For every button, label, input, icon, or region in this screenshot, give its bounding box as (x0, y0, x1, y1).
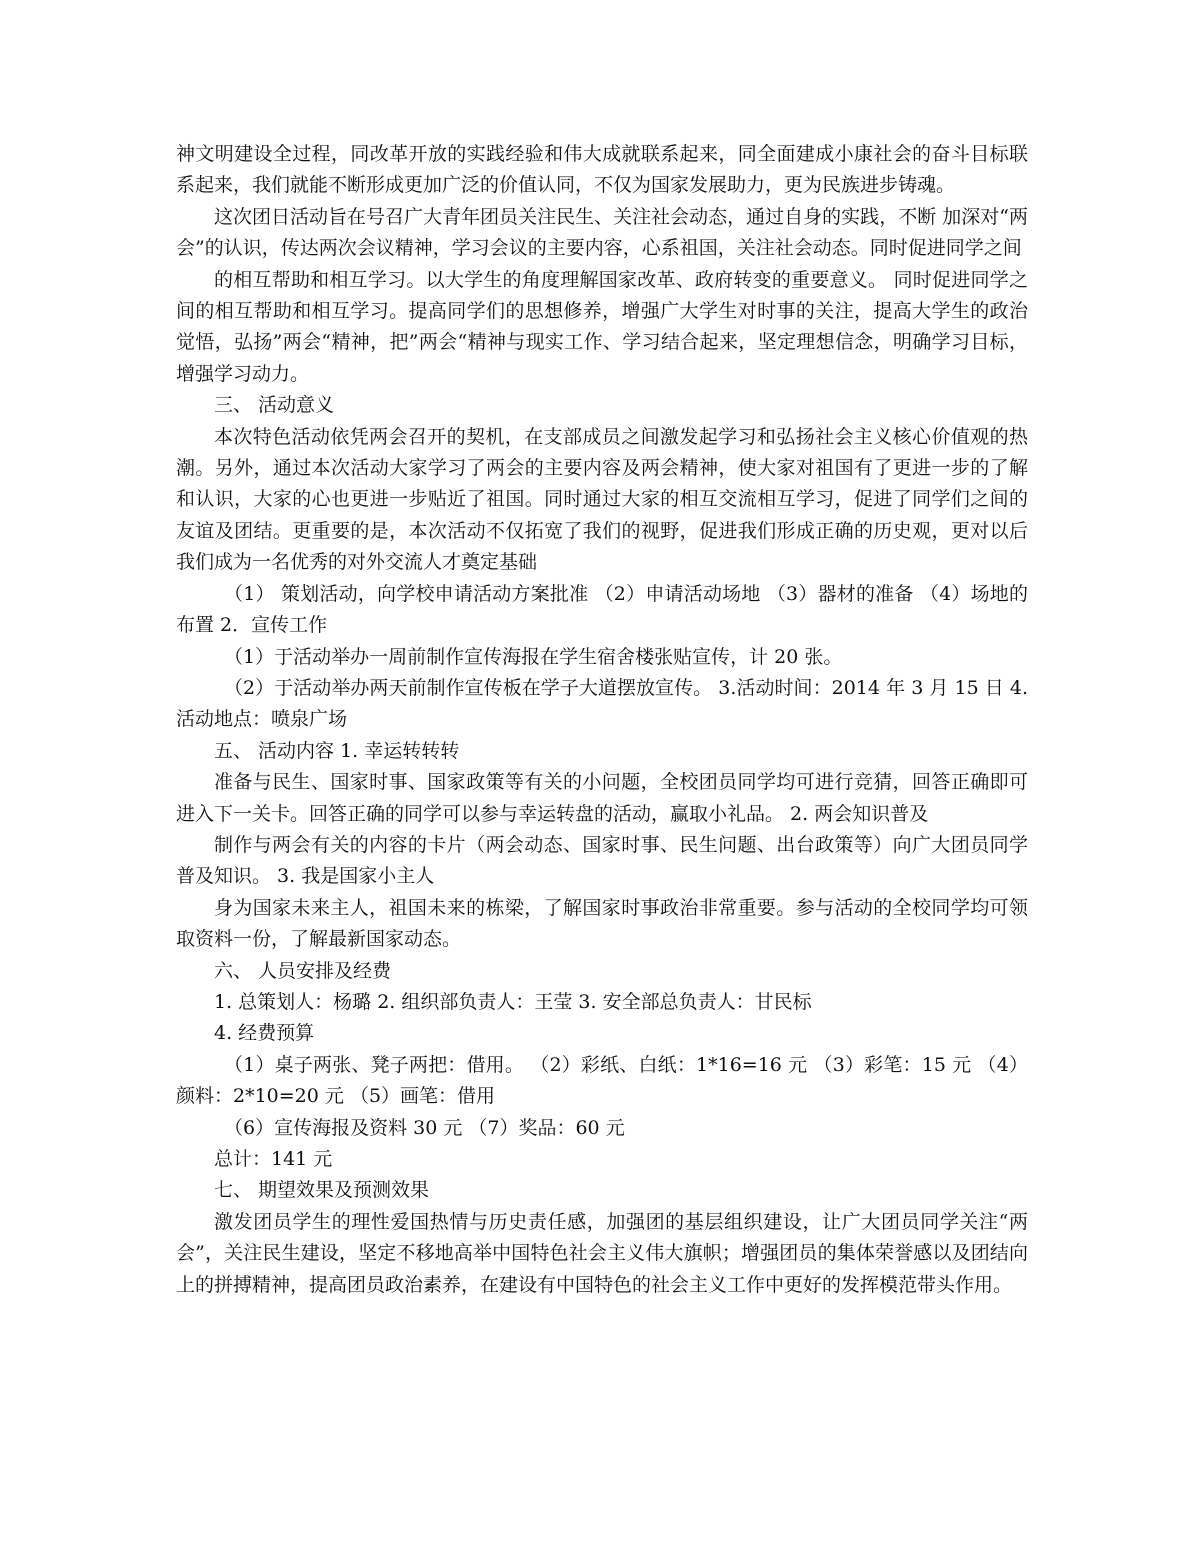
paragraph-knowledge-cards: 制作与两会有关的内容的卡片（两会动态、国家时事、民生问题、出台政策等）向广大团员同学普及知识。 3. 我是国家小主人 (176, 833, 1028, 888)
heading-activity-content: 五、 活动内容 1. 幸运转转转 (214, 739, 460, 762)
paragraph-preparation: （1） 策划活动，向学校申请活动方案批准 （2）申请活动场地 （3）器材的准备 （4）场地的布置 2．宣传工作 (176, 582, 1028, 637)
paragraph-board-time-place: （2）于活动举办两天前制作宣传板在学子大道摆放宣传。 3.活动时间：2014 年 3 月 15 日 4.活动地点：喷泉广场 (176, 676, 1028, 731)
heading-activity-significance: 三、 活动意义 (214, 394, 335, 417)
heading-budget: 4. 经费预算 (214, 1022, 315, 1045)
paragraph-budget-items-2: （6）宣传海报及资料 30 元 （7）奖品：60 元 (224, 1116, 625, 1139)
heading-expected-effect: 七、 期望效果及预测效果 (214, 1179, 430, 1202)
paragraph-expected-effect: 激发团员学生的理性爱国热情与历史责任感，加强团的基层组织建设，让广大团员同学关注“两会”，关注民生建设，坚定不移地高举中国特色社会主义伟大旗帜；增强团员的集体荣誉感以及团结向上的拼搏精神，提高团员政治素养，在建设有中国特色的社会主义工作中更好的发挥模范带头作用。 (176, 1210, 1028, 1296)
heading-staff-budget: 六、 人员安排及经费 (214, 959, 392, 982)
paragraph-staff: 1. 总策划人：杨璐 2. 组织部负责人：王莹 3. 安全部总负责人：甘民标 (214, 990, 812, 1013)
paragraph-significance: 本次特色活动依凭两会召开的契机，在支部成员之间激发起学习和弘扬社会主义核心价值观的热潮。另外，通过本次活动大家学习了两会的主要内容及两会精神，使大家对祖国有了更进一步的了解和认识，大家的心也更进一步贴近了祖国。同时通过大家的相互交流相互学习，促进了同学们之间的友谊及团结。更重要的是，本次活动不仅拓宽了我们的视野，促进我们形成正确的历史观，更对以后我们成为一名优秀的对外交流人才奠定基础 (176, 425, 1028, 574)
paragraph-budget-items: （1）桌子两张、凳子两把：借用。 （2）彩纸、白纸：1*16=16 元 （3）彩笔：15 元 （4）颜料：2*10=20 元 （5）画笔：借用 (176, 1053, 1028, 1108)
paragraph-budget-total: 总计：141 元 (214, 1148, 333, 1170)
paragraph-continuation: 神文明建设全过程，同改革开放的实践经验和伟大成就联系起来，同全面建成小康社会的奋斗目标联系起来，我们就能不断形成更加广泛的价值认同，不仅为国家发展助力，更为民族进步铸魂。 (176, 143, 1028, 197)
paragraph-lucky-wheel: 准备与民生、国家时事、国家政策等有关的小问题，全校团员同学均可进行竞猜，回答正确即可进入下一关卡。回答正确的同学可以参与幸运转盘的活动，赢取小礼品。 2. 两会知识普及 (176, 771, 1028, 825)
paragraph-activity-purpose: 这次团日活动旨在号召广大青年团员关注民生、关注社会动态，通过自身的实践，不断 加深对“两会”的认识，传达两次会议精神，学习会议的主要内容，心系祖国，关注社会动态。同时促进同学之间 (176, 205, 1028, 260)
paragraph-little-master: 身为国家未来主人，祖国未来的栋梁，了解国家时事政治非常重要。参与活动的全校同学均可领取资料一份，了解最新国家动态。 (176, 896, 1028, 951)
paragraph-poster: （1）于活动举办一周前制作宣传海报在学生宿舍楼张贴宣传，计 20 张。 (224, 645, 843, 668)
document-body (176, 139, 1028, 1301)
paragraph-mutual-learning: 的相互帮助和相互学习。以大学生的角度理解国家改革、政府转变的重要意义。 同时促进同学之间的相互帮助和相互学习。提高同学们的思想修养，增强广大学生对时事的关注，提高大学生的政治觉悟，弘扬”两会“精神，把”两会“精神与现实工作、学习结合起来，坚定理想信念，明确学习目标，增强学习动力。 (176, 268, 1028, 385)
